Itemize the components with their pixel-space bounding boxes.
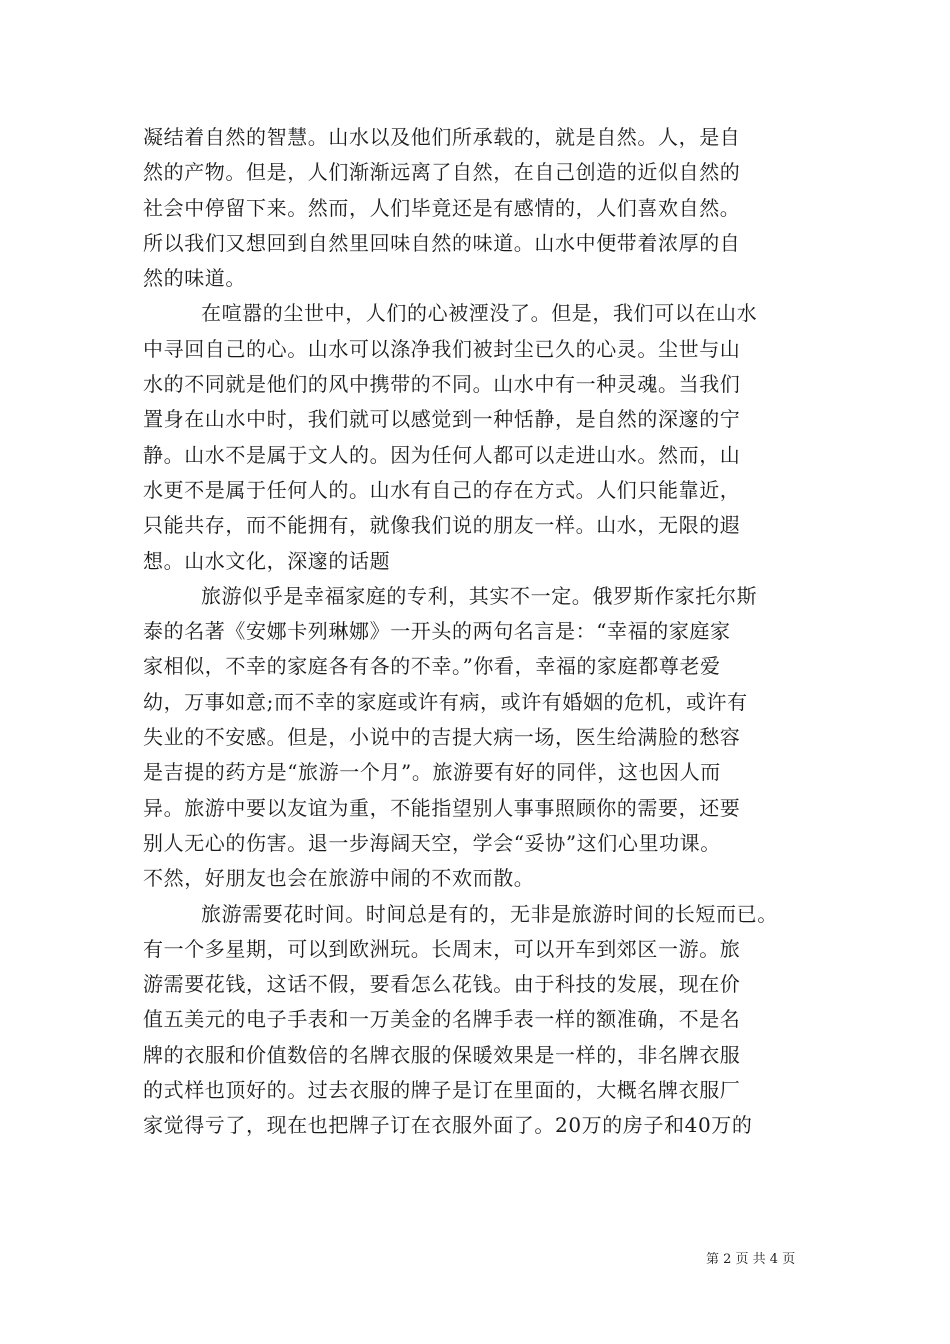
- text-line: 置身在山水中时，我们就可以感觉到一种恬静，是自然的深邃的宁: [143, 407, 741, 432]
- text-line: 水更不是属于任何人的。山水有自己的存在方式。人们只能靠近，: [143, 477, 741, 502]
- paragraph: [143, 120, 811, 296]
- text-line: 值五美元的电子手表和一万美金的名牌手表一样的额准确，不是名: [143, 1007, 741, 1032]
- text-line: 游需要花钱，这话不假，要看怎么花钱。由于科技的发展，现在价: [143, 972, 741, 997]
- text-line: 牌的衣服和价值数倍的名牌衣服的保暖效果是一样的，非名牌衣服: [143, 1042, 741, 1067]
- text-line: 所以我们又想回到自然里回味自然的味道。山水中便带着浓厚的自: [143, 230, 741, 255]
- text-line: 失业的不安感。但是，小说中的吉提大病一场，医生给满脸的愁容: [143, 725, 741, 750]
- text-line: 异。旅游中要以友谊为重，不能指望别人事事照顾你的需要，还要: [143, 795, 741, 820]
- text-line: 想。山水文化，深邃的话题: [143, 548, 391, 573]
- paragraph: [143, 897, 811, 1144]
- text-line: 凝结着自然的智慧。山水以及他们所承载的，就是自然。人，是自: [143, 125, 741, 149]
- text-line: 是吉提的药方是“旅游一个月”。旅游要有好的同伴，这也因人而: [143, 760, 721, 785]
- text-line: 静。山水不是属于文人的。因为任何人都可以走进山水。然而，山: [143, 442, 741, 467]
- text-line: 旅游需要花时间。时间总是有的，无非是旅游时间的长短而已。: [201, 901, 778, 926]
- text-line: 中寻回自己的心。山水可以涤净我们被封尘已久的心灵。尘世与山: [143, 336, 741, 361]
- text-line: 在喧嚣的尘世中，人们的心被湮没了。但是，我们可以在山水: [201, 301, 758, 326]
- text-line: 只能共存，而不能拥有，就像我们说的朋友一样。山水，无限的遐: [143, 513, 741, 538]
- text-line: 不然，好朋友也会在旅游中闹的不欢而散。: [143, 866, 535, 891]
- text-line: 有一个多星期，可以到欧洲玩。长周末，可以开车到郊区一游。旅: [143, 936, 741, 961]
- text-line: 别人无心的伤害。退一步海阔天空，学会“妥协”这们心里功课。: [143, 830, 721, 855]
- text-line: 泰的名著《安娜卡列琳娜》一开头的两句名言是：“幸福的家庭家: [143, 619, 731, 644]
- text-line: 水的不同就是他们的风中携带的不同。山水中有一种灵魂。当我们: [143, 372, 741, 397]
- document-body: [143, 120, 811, 1144]
- text-line: 的式样也顶好的。过去衣服的牌子是订在里面的，大概名牌衣服厂: [143, 1078, 741, 1103]
- text-line: 然的产物。但是，人们渐渐远离了自然，在自己创造的近似自然的: [143, 160, 741, 185]
- paragraph: [143, 579, 811, 897]
- text-line: 家觉得亏了，现在也把牌子订在衣服外面了。20万的房子和40万的: [143, 1113, 753, 1138]
- text-line: 然的味道。: [143, 266, 246, 291]
- text-line: 幼，万事如意;而不幸的家庭或许有病，或许有婚姻的危机，或许有: [143, 689, 748, 714]
- page-number: 第 2 页 共 4 页: [706, 1252, 796, 1267]
- text-line: 社会中停留下来。然而，人们毕竟还是有感情的，人们喜欢自然。: [143, 195, 741, 220]
- text-line: 旅游似乎是幸福家庭的专利，其实不一定。俄罗斯作家托尔斯: [201, 583, 758, 608]
- text-line: 家相似，不幸的家庭各有各的不幸。”你看，幸福的家庭都尊老爱: [143, 654, 721, 679]
- paragraph: [143, 296, 811, 578]
